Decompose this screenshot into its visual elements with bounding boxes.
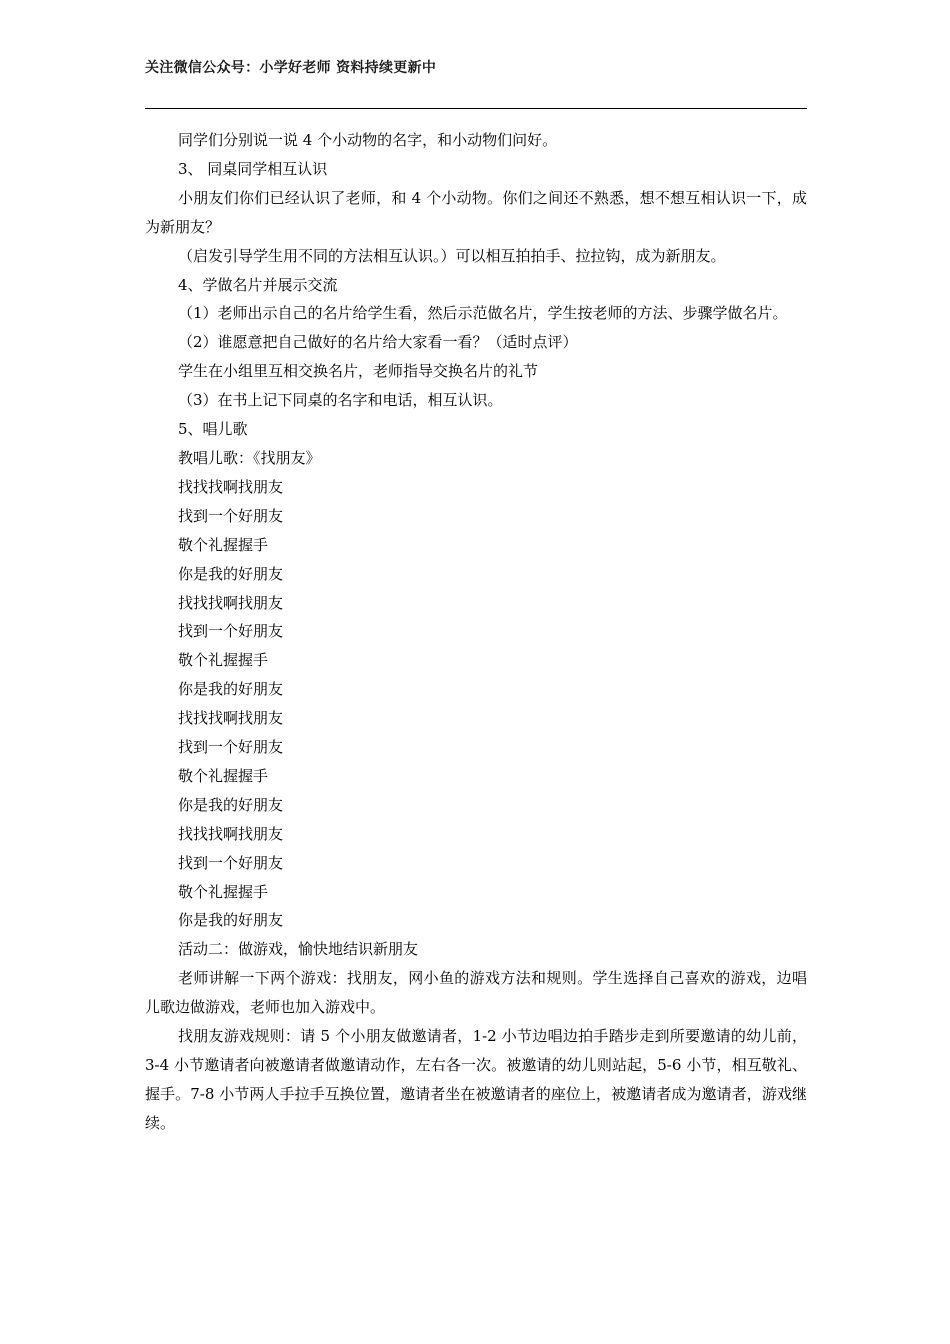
paragraph: 学生在小组里互相交换名片，老师指导交换名片的礼节 (178, 362, 539, 381)
paragraph: （2）谁愿意把自己做好的名片给大家看一看？（适时点评） (178, 333, 578, 352)
paragraph: 找朋友游戏规则：请 5 个小朋友做邀请者，1-2 小节边唱边拍手踏步走到所要邀请的幼儿前，3-4 小节邀请者向被邀请者做邀请动作，左右各一次。被邀请的幼儿则站起，5-6 小节，相互敬礼、握手。7-8 小节两人手拉手互换位置，邀请者坐在被邀请者的座位上，被邀请者成为邀请者，游戏继续。 (145, 1027, 807, 1132)
paragraph: 找到一个好朋友 (178, 622, 284, 641)
paragraph: 3、 同桌同学相互认识 (178, 159, 328, 178)
header-divider (145, 108, 807, 109)
paragraph: 找到一个好朋友 (178, 506, 284, 525)
paragraph: 找到一个好朋友 (178, 853, 284, 872)
paragraph: （1）老师出示自己的名片给学生看，然后示范做名片，学生按老师的方法、步骤学做名片。 (178, 304, 788, 323)
paragraph: 5、唱儿歌 (178, 420, 248, 439)
paragraph: 你是我的好朋友 (178, 911, 284, 930)
paragraph: 找找找啊找朋友 (178, 824, 284, 843)
paragraph: 你是我的好朋友 (178, 680, 284, 699)
document-body (145, 126, 807, 1138)
paragraph: （3）在书上记下同桌的名字和电话，相互认识。 (178, 391, 503, 410)
paragraph: 老师讲解一下两个游戏：找朋友，网小鱼的游戏方法和规则。学生选择自己喜欢的游戏，边唱儿歌边做游戏，老师也加入游戏中。 (145, 969, 807, 1017)
paragraph: 教唱儿歌：《找朋友》 (178, 448, 321, 467)
paragraph: 敬个礼握握手 (178, 882, 269, 901)
paragraph: 你是我的好朋友 (178, 795, 284, 814)
paragraph: 4、学做名片并展示交流 (178, 275, 338, 294)
page-header: 关注微信公众号：小学好老师 资料持续更新中 (145, 60, 437, 76)
paragraph: 活动二：做游戏，愉快地结识新朋友 (178, 940, 419, 959)
paragraph: 敬个礼握握手 (178, 766, 269, 785)
paragraph: 找到一个好朋友 (178, 738, 284, 757)
paragraph: 你是我的好朋友 (178, 564, 284, 583)
paragraph: 找找找啊找朋友 (178, 593, 284, 612)
paragraph: 找找找啊找朋友 (178, 477, 284, 496)
paragraph: 找找找啊找朋友 (178, 709, 284, 728)
paragraph: 小朋友们你们已经认识了老师，和 4 个小动物。你们之间还不熟悉，想不想互相认识一下，成为新朋友？ (145, 188, 807, 236)
paragraph: 同学们分别说一说 4 个小动物的名字，和小动物们问好。 (178, 131, 558, 149)
paragraph: 敬个礼握握手 (178, 651, 269, 670)
paragraph: （启发引导学生用不同的方法相互认识。）可以相互拍拍手、拉拉钩，成为新朋友。 (178, 246, 726, 265)
paragraph: 敬个礼握握手 (178, 535, 269, 554)
